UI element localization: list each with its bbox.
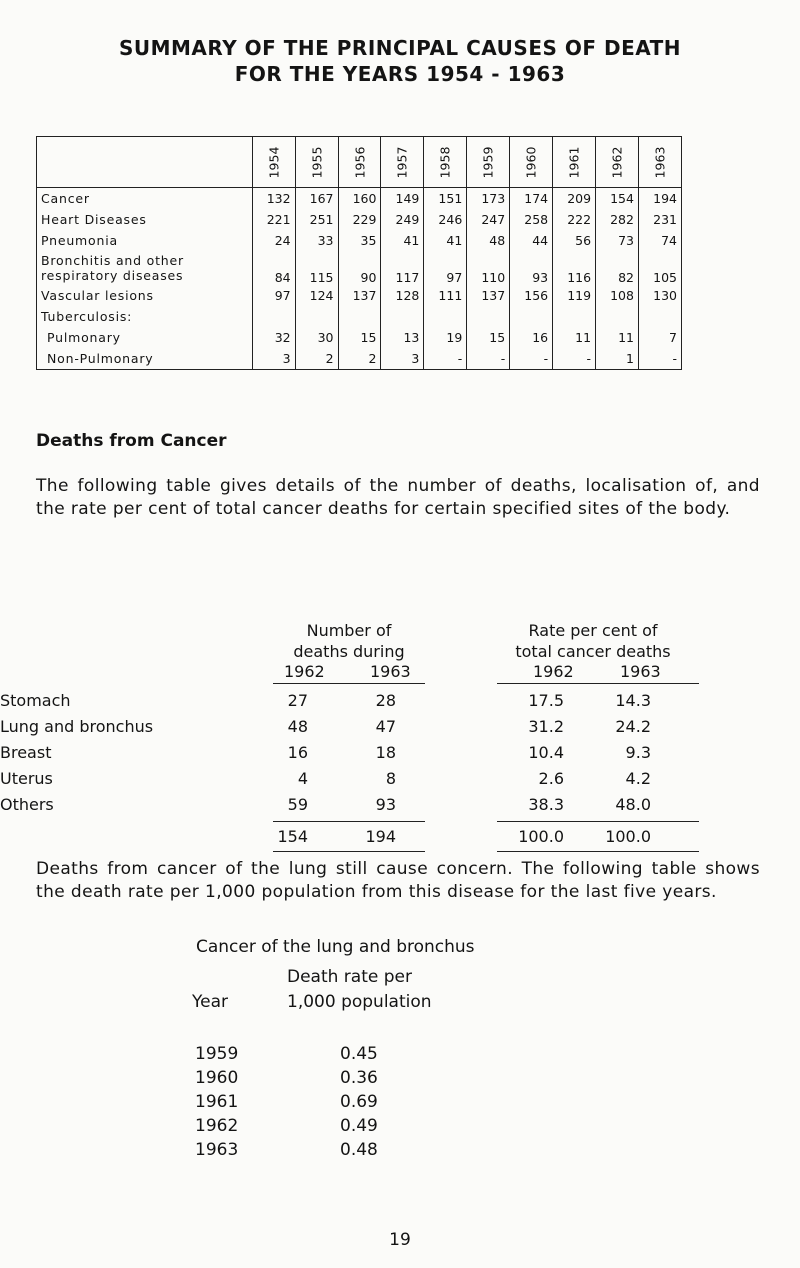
table-row: [0, 691, 736, 717]
table-cell: [638, 306, 681, 327]
number-header: Number of deaths during: [293, 621, 405, 661]
table-cell: 108: [596, 285, 639, 306]
table-header-row: [37, 137, 682, 188]
table-cell: [424, 306, 467, 327]
table-cell: 1: [596, 348, 639, 370]
year-header: 1962: [284, 662, 325, 681]
table-row: [37, 251, 682, 285]
table-cell: 9.3: [625, 743, 651, 762]
cause-label: Pulmonary: [37, 327, 253, 348]
site-label: Breast: [0, 743, 52, 762]
table-cell: 31.2: [528, 717, 564, 736]
table-cell: 249: [381, 209, 424, 230]
site-label: Uterus: [0, 769, 53, 788]
lung-rate: 0.48: [340, 1140, 378, 1160]
table-cell: 84: [252, 251, 295, 285]
year-header: 1959: [467, 137, 510, 188]
table-cell: 115: [295, 251, 338, 285]
table-cell: 73: [596, 230, 639, 251]
table-cell: -: [424, 348, 467, 370]
table-cell: [467, 306, 510, 327]
site-label: Lung and bronchus: [0, 717, 154, 736]
table-row: [37, 209, 682, 230]
table-cell: 48.0: [615, 795, 651, 814]
table-cell: 258: [510, 209, 553, 230]
lung-paragraph: Deaths from cancer of the lung still cause concern. The following table shows the death rate per 1,000 population from this disease for the last five years.: [36, 859, 760, 902]
table-cell: 222: [553, 209, 596, 230]
table-row: [37, 348, 682, 370]
table-cell: 111: [424, 285, 467, 306]
total-cell: 100.0: [518, 827, 564, 846]
table-cell: 48: [467, 230, 510, 251]
total-cell: 154: [277, 827, 308, 846]
table-cell: 251: [295, 209, 338, 230]
table-cell: 47: [375, 717, 396, 736]
table-cell: 231: [638, 209, 681, 230]
table-cell: 282: [596, 209, 639, 230]
table-cell: 8: [385, 769, 396, 788]
year-header: 1963: [370, 662, 411, 681]
table-cell: [381, 306, 424, 327]
rate-header: Rate per cent of total cancer deaths: [515, 621, 671, 661]
table-cell: 11: [596, 327, 639, 348]
rule: [273, 683, 425, 684]
table-row: [0, 795, 736, 821]
table-cell: 247: [467, 209, 510, 230]
table-cell: 13: [381, 327, 424, 348]
table-cell: 174: [510, 188, 553, 210]
year-header: 1954: [252, 137, 295, 188]
lung-year: 1959: [195, 1044, 239, 1064]
table-cell: 221: [252, 209, 295, 230]
table-cell: 124: [295, 285, 338, 306]
table-cell: 130: [638, 285, 681, 306]
page-number: 19: [389, 1230, 411, 1250]
table-cell: 74: [638, 230, 681, 251]
lung-year: 1963: [195, 1140, 239, 1160]
table-cell: 48: [287, 717, 308, 736]
table-cell: 28: [375, 691, 396, 710]
table-cell: 32: [252, 327, 295, 348]
rate-header: 1,000 population: [287, 992, 432, 1012]
table-cell: 151: [424, 188, 467, 210]
year-header: 1962: [596, 137, 639, 188]
table-cell: 10.4: [528, 743, 564, 762]
table-cell: 105: [638, 251, 681, 285]
table-cell: 7: [638, 327, 681, 348]
cause-label: Cancer: [37, 188, 253, 210]
table-cell: 97: [424, 251, 467, 285]
rule: [273, 851, 425, 852]
page-title: SUMMARY OF THE PRINCIPAL CAUSES OF DEATH: [118, 36, 682, 60]
table-cell: 2.6: [538, 769, 564, 788]
page-subtitle: FOR THE YEARS 1954 - 1963: [234, 62, 566, 86]
table-cell: 110: [467, 251, 510, 285]
cause-label: Pneumonia: [37, 230, 253, 251]
site-label: Stomach: [0, 691, 71, 710]
table-cell: -: [638, 348, 681, 370]
table-cell: 3: [381, 348, 424, 370]
lung-rate: 0.45: [340, 1044, 378, 1064]
table-cell: 117: [381, 251, 424, 285]
table-cell: [295, 306, 338, 327]
table-cell: 15: [467, 327, 510, 348]
year-header: 1962: [533, 662, 574, 681]
table-cell: 209: [553, 188, 596, 210]
year-header: 1961: [553, 137, 596, 188]
table-cell: 33: [295, 230, 338, 251]
table-cell: 56: [553, 230, 596, 251]
table-cell: 128: [381, 285, 424, 306]
cause-label: Heart Diseases: [37, 209, 253, 230]
table-cell: 35: [338, 230, 381, 251]
year-header: 1963: [638, 137, 681, 188]
year-header: 1958: [424, 137, 467, 188]
table-cell: 137: [338, 285, 381, 306]
table-cell: 27: [287, 691, 308, 710]
table-cell: 246: [424, 209, 467, 230]
table-cell: 16: [287, 743, 308, 762]
table-cell: 4: [297, 769, 308, 788]
table-row: [37, 285, 682, 306]
rule: [273, 821, 425, 822]
table-cell: 229: [338, 209, 381, 230]
table-cell: 16: [510, 327, 553, 348]
table-cell: 137: [467, 285, 510, 306]
table-cell: 119: [553, 285, 596, 306]
lung-table-title: Cancer of the lung and bronchus: [196, 937, 475, 957]
section-heading-cancer: Deaths from Cancer: [36, 431, 227, 451]
lung-year: 1961: [195, 1092, 239, 1112]
lung-year: 1962: [195, 1116, 239, 1136]
table-cell: [338, 306, 381, 327]
table-row: [37, 230, 682, 251]
rate-header: Death rate per: [287, 967, 412, 987]
table-cell: 93: [375, 795, 396, 814]
table-cell: 132: [252, 188, 295, 210]
table-cell: 41: [424, 230, 467, 251]
cause-label: Tuberculosis:: [37, 306, 253, 327]
year-header: 1963: [620, 662, 661, 681]
lung-year: 1960: [195, 1068, 239, 1088]
table-cell: 82: [596, 251, 639, 285]
total-cell: 100.0: [605, 827, 651, 846]
table-cell: 17.5: [528, 691, 564, 710]
table-cell: 97: [252, 285, 295, 306]
year-header: Year: [192, 992, 228, 1012]
table-cell: 3: [252, 348, 295, 370]
table-row: [37, 188, 682, 210]
table-header-blank: [37, 137, 253, 188]
total-cell: 194: [365, 827, 396, 846]
table-cell: -: [467, 348, 510, 370]
table-cell: 4.2: [625, 769, 651, 788]
table-cell: 154: [596, 188, 639, 210]
year-header: 1957: [381, 137, 424, 188]
table-cell: [553, 306, 596, 327]
cause-label: Vascular lesions: [37, 285, 253, 306]
table-cell: 15: [338, 327, 381, 348]
cancer-paragraph: The following table gives details of the number of deaths, localisation of, and the rate per cent of total cancer deaths for certain specified sites of the body.: [36, 476, 760, 519]
table-cell: 173: [467, 188, 510, 210]
year-header: 1960: [510, 137, 553, 188]
year-header: 1956: [338, 137, 381, 188]
table-cell: [510, 306, 553, 327]
table-cell: [252, 306, 295, 327]
year-header: 1955: [295, 137, 338, 188]
lung-rate: 0.49: [340, 1116, 378, 1136]
table-cell: 24: [252, 230, 295, 251]
table-cell: 14.3: [615, 691, 651, 710]
table-row: [37, 327, 682, 348]
table-cell: -: [553, 348, 596, 370]
table-cell: 156: [510, 285, 553, 306]
table-cell: 149: [381, 188, 424, 210]
lung-rate: 0.36: [340, 1068, 378, 1088]
table-cell: [596, 306, 639, 327]
table-cell: 194: [638, 188, 681, 210]
table-cell: 19: [424, 327, 467, 348]
rule: [497, 851, 699, 852]
table-row: [0, 743, 736, 769]
table-row: [0, 717, 736, 743]
table-cell: 2: [295, 348, 338, 370]
lung-rate: 0.69: [340, 1092, 378, 1112]
table-cell: 30: [295, 327, 338, 348]
rule: [497, 821, 699, 822]
table-row: [0, 769, 736, 795]
table-cell: 11: [553, 327, 596, 348]
table-cell: 24.2: [615, 717, 651, 736]
table-cell: 38.3: [528, 795, 564, 814]
table-cell: 18: [375, 743, 396, 762]
table-cell: 59: [287, 795, 308, 814]
table-cell: 90: [338, 251, 381, 285]
table-cell: 116: [553, 251, 596, 285]
causes-of-death-table: [36, 136, 682, 370]
site-label: Others: [0, 795, 54, 814]
table-cell: 41: [381, 230, 424, 251]
table-cell: 167: [295, 188, 338, 210]
table-row: [37, 306, 682, 327]
table-cell: -: [510, 348, 553, 370]
table-cell: 2: [338, 348, 381, 370]
rule: [497, 683, 699, 684]
cause-label: Bronchitis and other respiratory diseases: [37, 251, 253, 285]
totals-row: [36, 827, 736, 853]
table-cell: 44: [510, 230, 553, 251]
cause-label: Non-Pulmonary: [37, 348, 253, 370]
table-cell: 160: [338, 188, 381, 210]
table-cell: 93: [510, 251, 553, 285]
